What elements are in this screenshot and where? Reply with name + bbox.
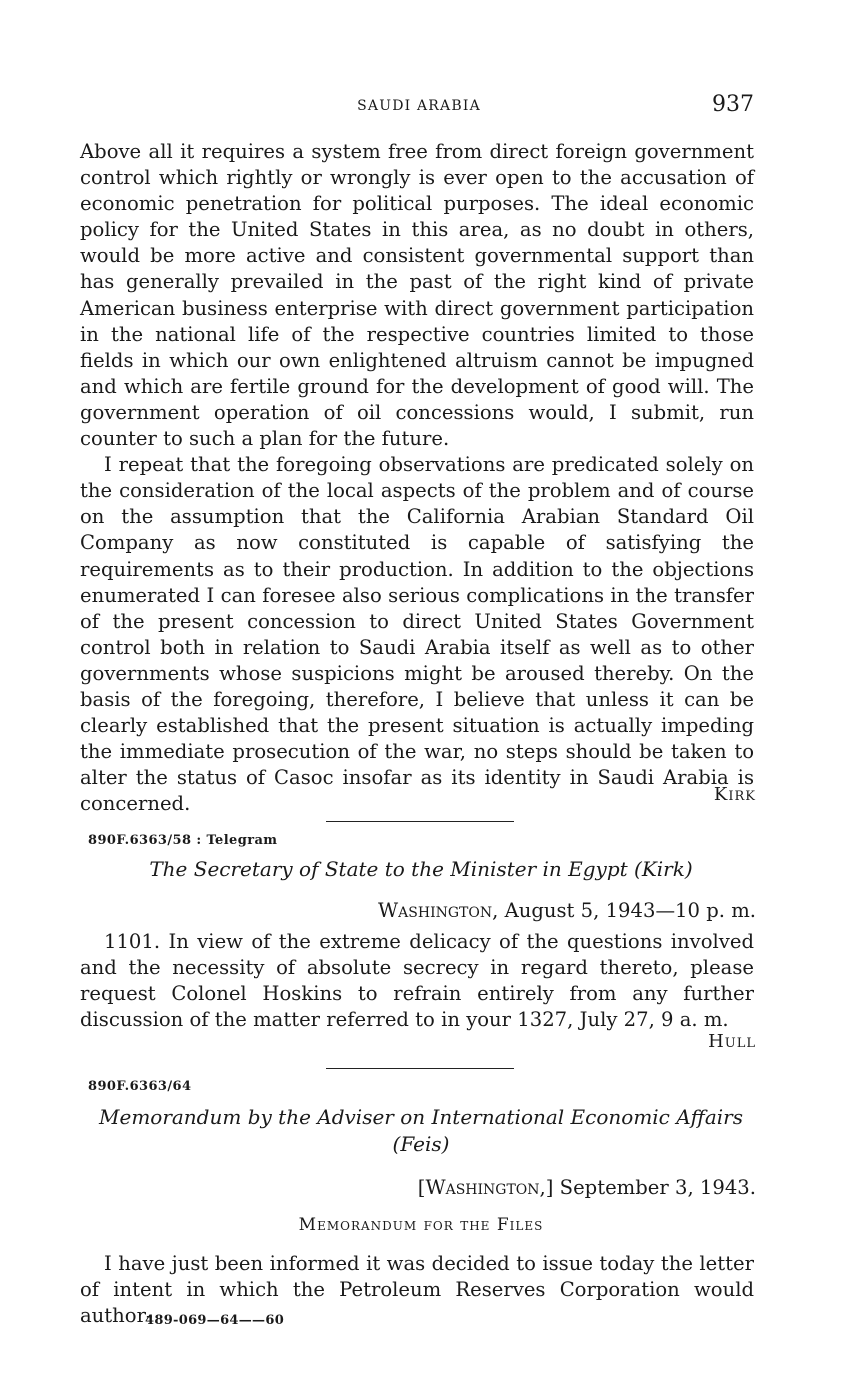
memorandum-title-line-2: (Feis): [392, 1132, 450, 1156]
section-divider: [326, 1068, 514, 1069]
telegram-title: The Secretary of State to the Minister in Egypt (Kirk): [149, 857, 693, 881]
telegram-file-reference: 890F.6363/58 : Telegram: [88, 833, 278, 848]
telegram-dateline-place: Washington,: [378, 899, 499, 922]
running-title: SAUDI ARABIA: [357, 98, 481, 114]
telegram-dateline-date: August 5, 1943—10 p. m.: [504, 899, 756, 922]
page-number: 937: [712, 92, 754, 117]
letter-paragraph-1: Above all it requires a system free from direct foreign government control which rightly or wrongly is ever open to the accusation of economic penetration for political purposes. The ideal economic policy for the United States in this area, as no doubt in others, would be more active and consistent governmental support than has generally prevailed in the past of the right kind of private American business enterprise with direct government participation in the national life of the respective countries limited to those fields in which our own enlightened altruism cannot be impugned and which are fertile ground for the development of good will. The government operation of oil concessions would, I submit, run counter to such a plan for the future.: [80, 140, 754, 451]
running-head: [84, 92, 754, 122]
telegram-dateline: [378, 899, 756, 922]
telegram-body-block: [80, 929, 754, 1033]
memorandum-dateline-date: September 3, 1943.: [559, 1176, 756, 1199]
memorandum-body: I have just been informed it was decided to issue today the letter of intent in which the Petroleum Reserves Corporation would author-: [80, 1252, 754, 1328]
letter-paragraph-2: I repeat that the foregoing observations are predicated solely on the consideration of the local aspects of the problem and of course on the assumption that the California Arabian Standard Oil Company as now constituted is capable of satisfying the requirements as to their production. In addition to the objections enumerated I can foresee also serious complications in the transfer of the present concession to direct United States Government control both in relation to Saudi Arabia itself as well as to other governments whose suspicions might be aroused thereby. On the basis of the foregoing, therefore, I believe that unless it can be clearly established that the present situation is actually impeding the immediate prosecution of the war, no steps should be taken to alter the status of Casoc insofar as its identity in Saudi Arabia is concerned.: [80, 453, 754, 816]
memorandum-title-line-1: Memorandum by the Adviser on International Economic Affairs: [99, 1105, 743, 1129]
letter-signature: Kirk: [713, 784, 756, 805]
memorandum-file-reference: 890F.6363/64: [88, 1079, 192, 1094]
memorandum-dateline: [418, 1176, 756, 1199]
telegram-body: 1101. In view of the extreme delicacy of the questions involved and the necessity of absolute secrecy in regard thereto, please request Colonel Hoskins to refrain entirely from any further discussion of the matter referred to in your 1327, July 27, 9 a. m.: [80, 930, 754, 1032]
telegram-signature: Hull: [708, 1031, 756, 1052]
memorandum-dateline-place: [Washington,]: [417, 1176, 554, 1199]
section-divider: [326, 821, 514, 822]
memorandum-heading: Memorandum for the Files: [298, 1215, 544, 1235]
continued-letter-body: [80, 139, 754, 817]
print-code: 489-069—64——60: [145, 1313, 285, 1328]
memorandum-title: [86, 1104, 756, 1158]
